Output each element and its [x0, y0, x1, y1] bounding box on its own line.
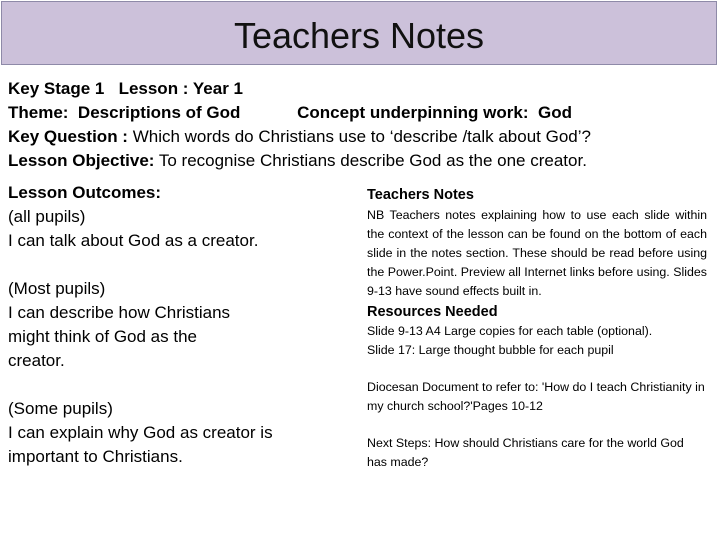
outcome-group-label: (Most pupils)	[8, 279, 106, 298]
teacher-notes-panel	[367, 185, 707, 472]
concept-value: God	[537, 103, 572, 122]
lesson-label: Lesson : Year 1	[118, 79, 243, 98]
objective-value: To recognise Christians describe God as the one creator.	[158, 151, 587, 170]
objective-label: Lesson Objective:	[8, 151, 155, 170]
outcome-group-label: (all pupils)	[8, 207, 86, 226]
resource-item: Slide 17: Large thought bubble for each pupil	[367, 343, 614, 357]
key-question-line	[8, 125, 713, 149]
resources-heading: Resources Needed	[367, 304, 498, 320]
theme-value: Descriptions of God	[77, 103, 241, 122]
outcome-group-label: (Some pupils)	[8, 399, 113, 418]
concept-label: Concept underpinning work:	[297, 103, 529, 122]
resource-item: Slide 9-13 A4 Large copies for each table (optional).	[367, 324, 653, 338]
outcome-text: I can explain why God as creator is important to Christians.	[8, 423, 273, 466]
theme-label: Theme:	[8, 103, 69, 122]
title-bar	[1, 1, 717, 65]
teacher-notes-heading: Teachers Notes	[367, 187, 474, 203]
outcome-text: I can talk about God as a creator.	[8, 231, 259, 250]
next-steps: Next Steps: How should Christians care for the world God has made?	[367, 436, 684, 469]
key-question-label: Key Question :	[8, 127, 128, 146]
diocesan-reference: Diocesan Document to refer to: 'How do I teach Christianity in my church school?'Pages 10-12	[367, 380, 705, 413]
page-title: Teachers Notes	[233, 15, 485, 56]
key-stage-line	[8, 77, 713, 101]
lesson-outcomes	[8, 181, 353, 469]
key-stage-label: Key Stage 1	[8, 79, 105, 98]
lesson-details	[8, 77, 713, 173]
key-question-value: Which words do Christians use to ‘describe /talk about God’?	[132, 127, 591, 146]
theme-line	[8, 101, 713, 125]
outcomes-heading: Lesson Outcomes:	[8, 183, 162, 202]
objective-line	[8, 149, 713, 173]
teacher-notes-body: NB Teachers notes explaining how to use each slide within the context of the lesson can be found on the bottom of each slide in the notes section. These should be read before using the Power.Point. Preview all Internet links before using. Slides 9-13 have sound effects built in.	[367, 208, 707, 298]
outcome-text: I can describe how Christians might think of God as the creator.	[8, 303, 231, 370]
